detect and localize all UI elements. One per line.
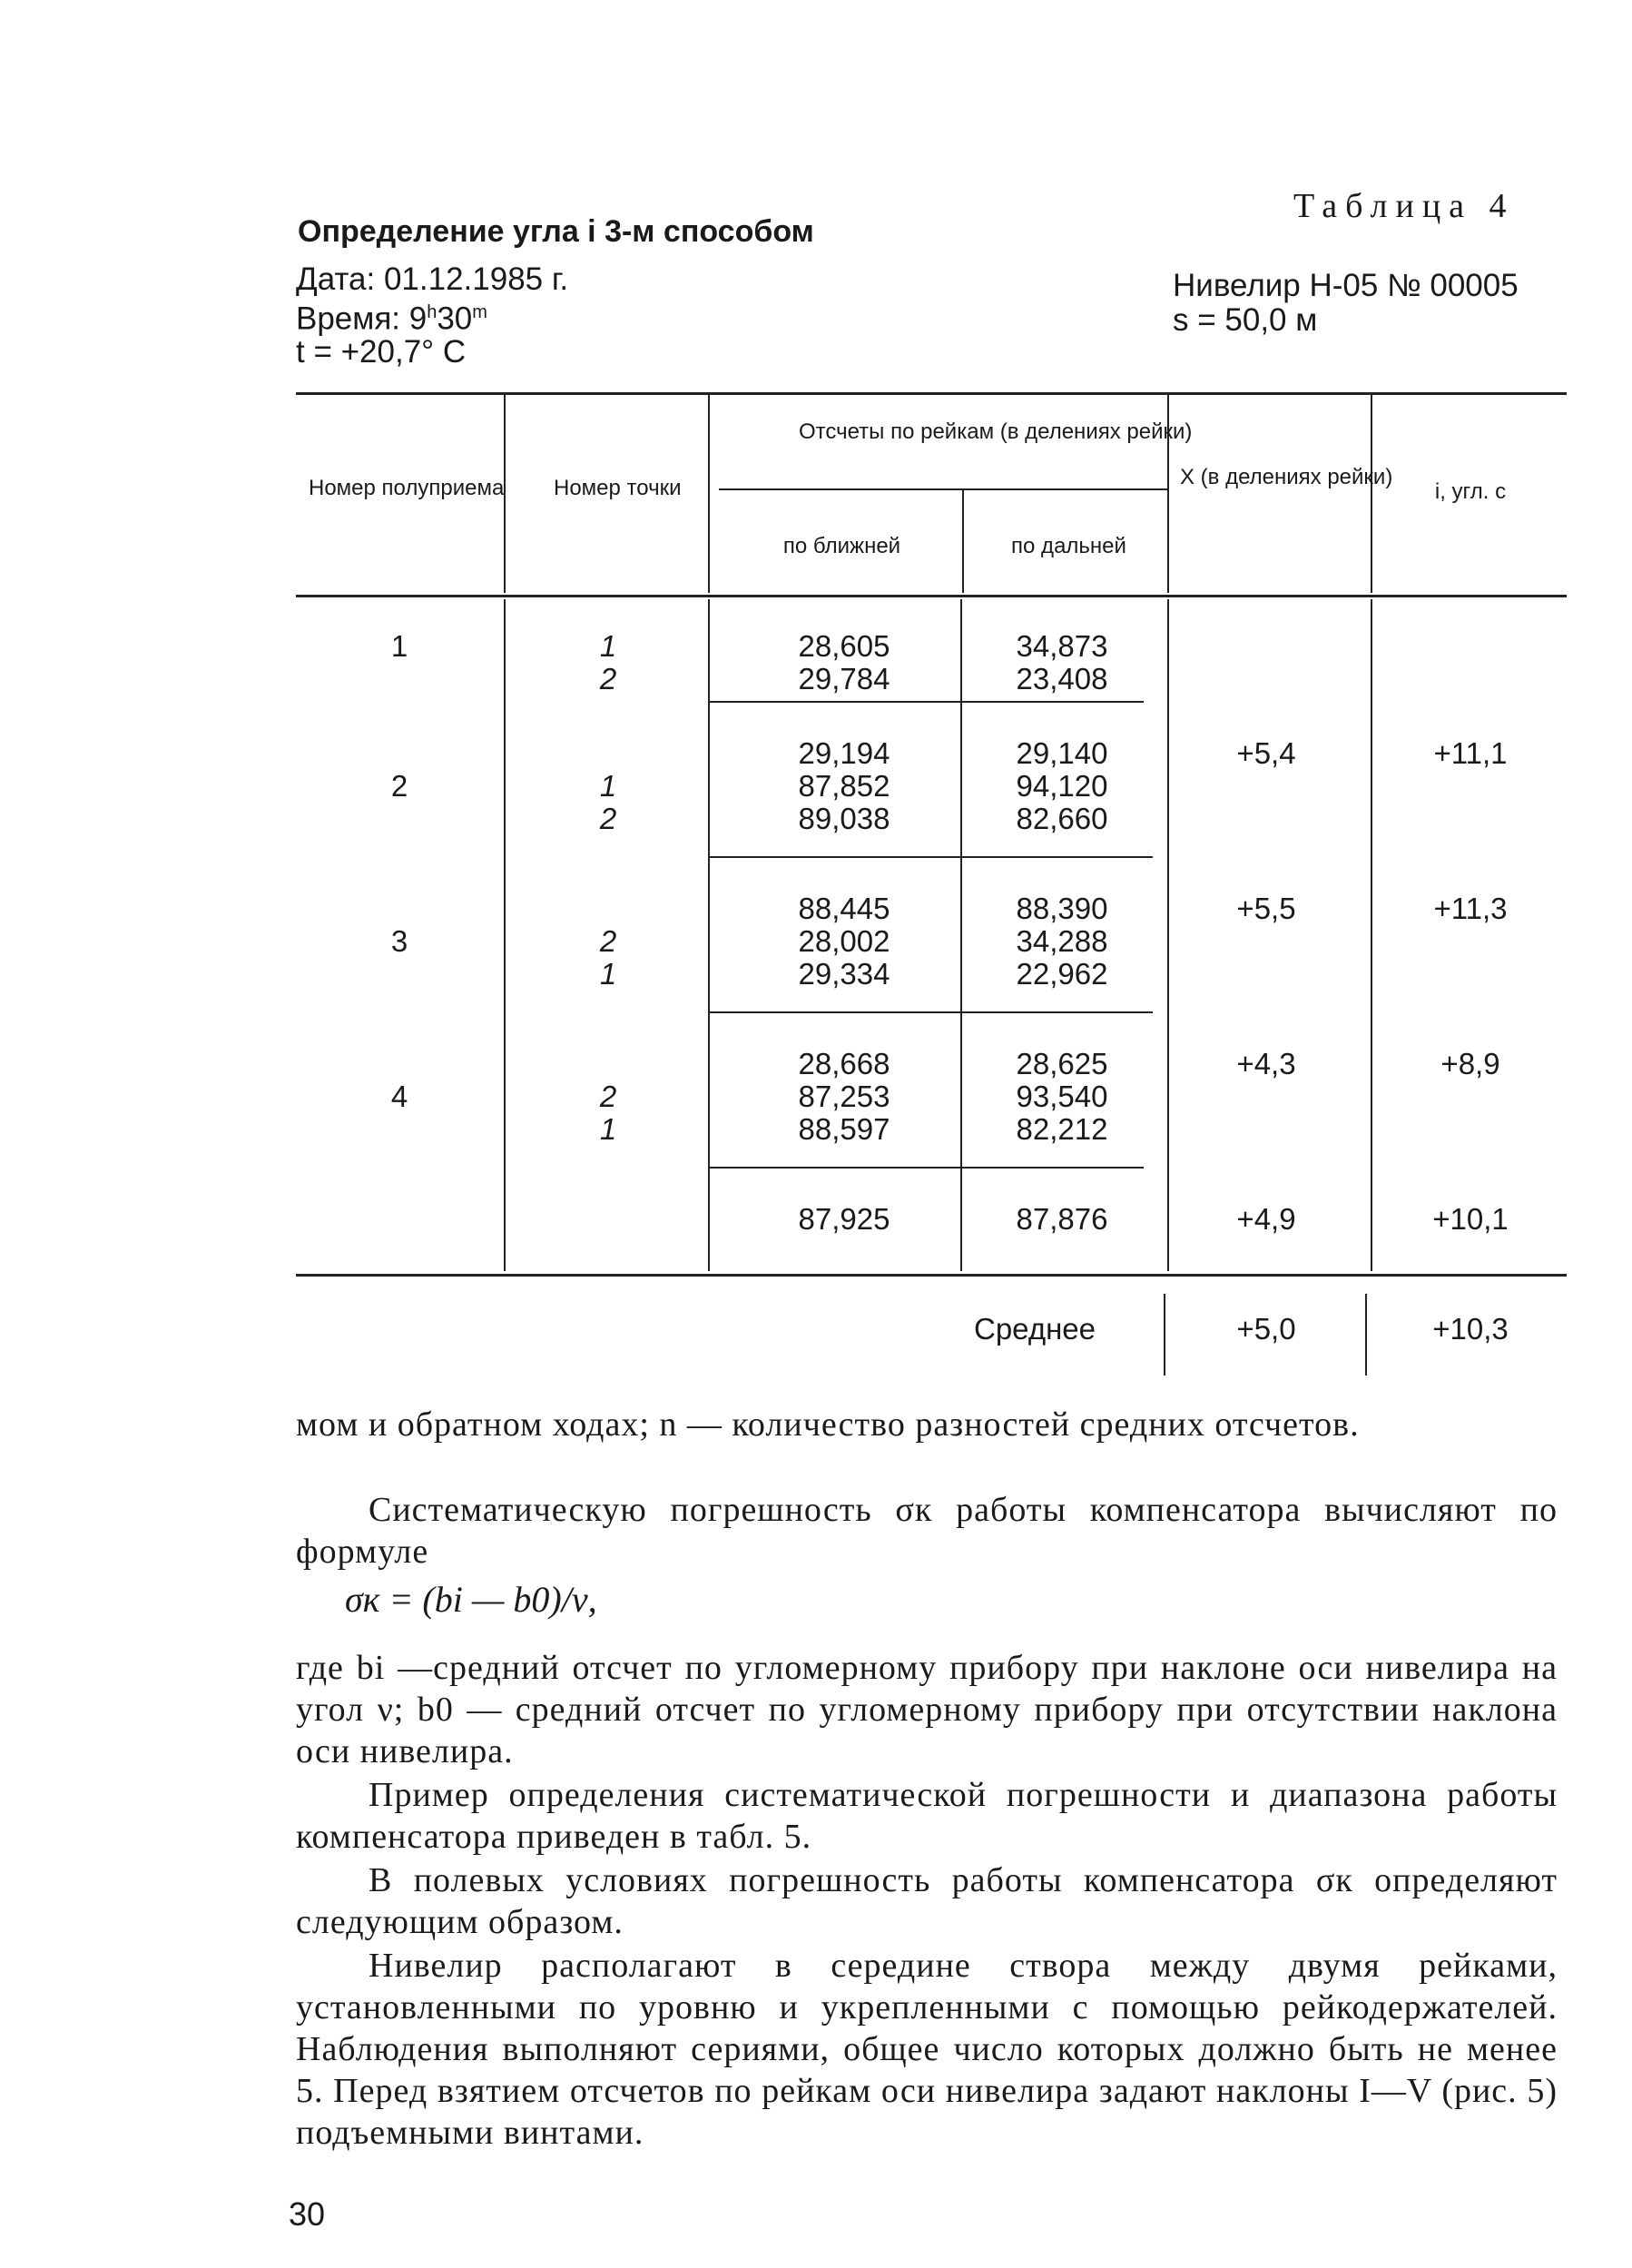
table-label: Таблица 4 (1293, 187, 1515, 225)
far-reading: 22,962 (1016, 957, 1108, 991)
x-value: +4,3 (1236, 1047, 1296, 1080)
paragraph: Пример определения систематической погрешности и диапазона работы компенсатора приведен в табл. 5. (296, 1776, 1558, 1856)
time-line: Время: 9$^h$30$^m$ (296, 301, 487, 337)
halfset-number: 3 (390, 924, 408, 958)
far-reading: 29,140 (1016, 736, 1108, 770)
col-header-near: по ближней (782, 534, 901, 558)
col-header-i: i, угл. с (1434, 479, 1507, 504)
instrument-meta (1173, 269, 1519, 338)
near-reading: 29,784 (798, 662, 890, 695)
far-reading: 82,660 (1016, 802, 1108, 835)
group-rule (708, 1011, 1153, 1013)
point-number: 2 (599, 662, 617, 695)
point-number: 1 (599, 769, 617, 803)
near-reading: 88,597 (798, 1112, 890, 1146)
x-value: +5,5 (1236, 892, 1296, 925)
body-divider (708, 599, 710, 1271)
mean-divider (1164, 1294, 1165, 1376)
near-reading: 88,445 (798, 892, 890, 925)
measurement-meta (296, 263, 568, 369)
date-line: Дата: 01.12.1985 г. (296, 261, 569, 297)
paragraph: Систематическую погрешность σк работы компенсатора вычисляют по формуле (296, 1491, 1558, 1571)
formula: σк = (bi — b0)/ν, (345, 1579, 597, 1620)
distance-line: s = 50,0 м (1173, 302, 1318, 338)
point-number: 1 (599, 957, 617, 991)
group-rule (708, 856, 1153, 858)
col-header-halfset: Номер полуприема (309, 476, 505, 500)
near-reading: 87,253 (798, 1080, 890, 1113)
i-value: +11,1 (1433, 736, 1508, 770)
x-value: +4,9 (1236, 1202, 1296, 1236)
paragraph: Нивелир располагают в середине створа между двумя рейками, установленными по уровню и укрепленными с помощью рейкодержателей. Наблюдения выполняют сериями, общее число которых должно быть не менее 5. Перед взятием отсчетов по рейкам оси нивелира задают наклоны I—V (рис. 5) подъемными винтами. (296, 1947, 1558, 2152)
group-rule (708, 701, 1144, 703)
halfset-number: 2 (390, 769, 408, 803)
near-reading: 89,038 (798, 802, 890, 835)
body-divider (504, 599, 506, 1271)
col-header-readings: Отсчеты по рейкам (в делениях рейки) (799, 419, 1193, 444)
far-reading: 87,876 (1016, 1202, 1108, 1236)
col-header-point: Номер точки (554, 476, 682, 500)
halfset-number: 1 (390, 629, 408, 663)
page-number: 30 (289, 2195, 326, 2233)
level-line: Нивелир Н-05 № 00005 (1173, 268, 1519, 303)
i-value: +8,9 (1440, 1047, 1500, 1080)
paragraph: где bi —средний отсчет по угломерному прибору при наклоне оси нивелира на угол ν; b0 — средний отсчет по угломерному прибору при отсутствии наклона оси нивелира. (296, 1649, 1558, 1770)
far-reading: 28,625 (1016, 1047, 1108, 1080)
far-reading: 94,120 (1016, 769, 1108, 803)
far-reading: 82,212 (1016, 1112, 1108, 1146)
paragraph: мом и обратном ходах; n — количество разностей средних отсчетов. (296, 1405, 1360, 1444)
near-reading: 87,852 (798, 769, 890, 803)
col-header-x: X (в делениях рейки) (1180, 465, 1393, 489)
near-reading: 28,605 (798, 629, 890, 663)
i-value: +11,3 (1433, 892, 1508, 925)
readings-sub-rule (719, 488, 1168, 490)
mean-label: Среднее (974, 1312, 1096, 1346)
table-top-rule (296, 392, 1567, 395)
body-divider (1371, 599, 1372, 1271)
far-reading: 34,873 (1016, 629, 1108, 663)
header-divider (1371, 395, 1372, 593)
point-number: 1 (599, 629, 617, 663)
far-reading: 34,288 (1016, 924, 1108, 958)
near-reading: 87,925 (798, 1202, 890, 1236)
mean-divider (1365, 1294, 1367, 1376)
paragraph: В полевых условиях погрешность работы компенсатора σк определяют следующим образом. (296, 1861, 1558, 1941)
header-bottom-rule (296, 595, 1567, 597)
body-divider (1167, 599, 1169, 1271)
point-number: 2 (599, 924, 617, 958)
i-value: +10,1 (1432, 1202, 1509, 1236)
temperature-line: t = +20,7° С (296, 333, 467, 370)
mean-x-value: +5,0 (1236, 1312, 1296, 1346)
body-bottom-rule (296, 1274, 1567, 1277)
mean-i-value: +10,3 (1432, 1312, 1509, 1346)
near-reading: 28,668 (798, 1047, 890, 1080)
point-number: 2 (599, 802, 617, 835)
group-rule (708, 1167, 1144, 1169)
far-reading: 93,540 (1016, 1080, 1108, 1113)
halfset-number: 4 (390, 1080, 408, 1113)
header-divider (962, 490, 964, 593)
header-divider (708, 395, 710, 593)
near-reading: 29,194 (798, 736, 890, 770)
x-value: +5,4 (1236, 736, 1296, 770)
col-header-far: по дальней (1011, 534, 1126, 558)
point-number: 2 (599, 1080, 617, 1113)
near-reading: 29,334 (798, 957, 890, 991)
point-number: 1 (599, 1112, 617, 1146)
body-divider (960, 599, 962, 1271)
near-reading: 28,002 (798, 924, 890, 958)
table-title: Определение угла i 3-м способом (298, 214, 814, 249)
far-reading: 88,390 (1016, 892, 1108, 925)
header-divider (504, 395, 506, 593)
far-reading: 23,408 (1016, 662, 1108, 695)
